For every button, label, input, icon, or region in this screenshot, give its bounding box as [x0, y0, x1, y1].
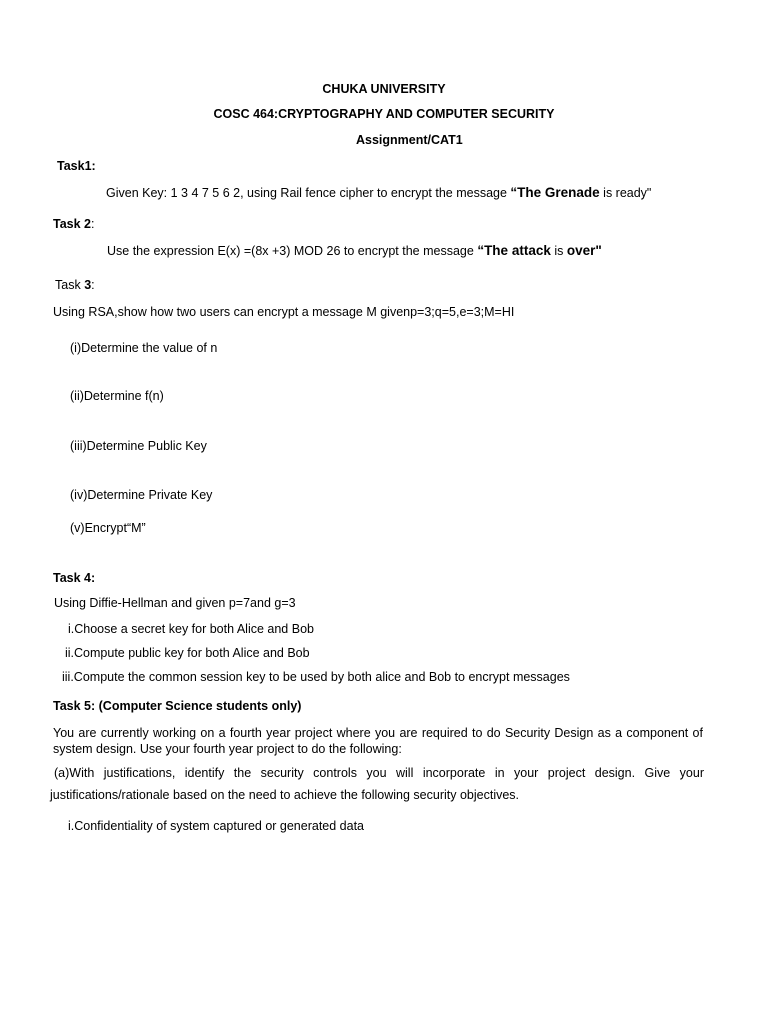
- task3-item: (ii)Determine f(n): [70, 389, 164, 403]
- university-title: CHUKA UNIVERSITY: [322, 82, 446, 96]
- task1-heading: Task1:: [57, 159, 96, 173]
- task1-message-tail: is ready": [599, 186, 652, 200]
- task3-heading-number: 3: [84, 278, 92, 292]
- task3-item: (i)Determine the value of n: [70, 341, 218, 355]
- task3-item: (v)Encrypt“M”: [70, 521, 146, 535]
- task4-item: i.Choose a secret key for both Alice and Bob: [68, 622, 314, 636]
- task3-heading-colon: :: [91, 278, 95, 292]
- task3-intro: Using RSA,show how two users can encrypt a message M givenp=3;q=5,e=3;M=HI: [53, 305, 515, 319]
- task2-heading-colon: :: [91, 217, 95, 231]
- task2-text: [107, 243, 602, 259]
- task1-message-quote: “: [510, 185, 518, 200]
- task1-instruction: Given Key: 1 3 4 7 5 6 2, using Rail fence cipher to encrypt the message: [106, 186, 511, 200]
- task4-item: ii.Compute public key for both Alice and Bob: [65, 646, 310, 660]
- task4-item: iii.Compute the common session key to be used by both alice and Bob to encrypt messages: [62, 670, 570, 684]
- task2-message-mid: is: [550, 244, 567, 258]
- task2-heading-label: Task 2: [53, 217, 91, 231]
- task3-heading: [55, 277, 95, 293]
- task4-intro: Using Diffie-Hellman and given p=7and g=3: [54, 596, 296, 610]
- task1-message-bold: The Grenade: [517, 185, 600, 200]
- assignment-title: Assignment/CAT1: [356, 133, 463, 147]
- task3-heading-word: Task: [55, 278, 85, 292]
- task5-item: i.Confidentiality of system captured or generated data: [68, 819, 365, 833]
- task2-instruction: Use the expression E(x) =(8x +3) MOD 26 to encrypt the message: [107, 244, 478, 258]
- task2-heading: [53, 216, 94, 232]
- task5-heading: Task 5: (Computer Science students only): [53, 699, 302, 713]
- task5-question-line: justifications/rationale based on the need to achieve the following security objectives.: [50, 788, 520, 802]
- task2-message-part2: over": [566, 243, 602, 258]
- task2-message-part1: “The attack: [477, 243, 551, 258]
- task4-heading: Task 4:: [53, 571, 96, 585]
- task1-text: [106, 185, 651, 201]
- task3-item: (iv)Determine Private Key: [70, 488, 213, 502]
- course-title: COSC 464:CRYPTOGRAPHY AND COMPUTER SECURITY: [213, 107, 555, 121]
- task5-paragraph: You are currently working on a fourth year project where you are required to do Security Design as a component of system design. Use your fourth year project to do the following:: [53, 726, 703, 756]
- task3-item: (iii)Determine Public Key: [70, 439, 207, 453]
- task5-question-line: (a)With justifications, identify the security controls you will incorporate in your project design. Give your: [54, 766, 704, 780]
